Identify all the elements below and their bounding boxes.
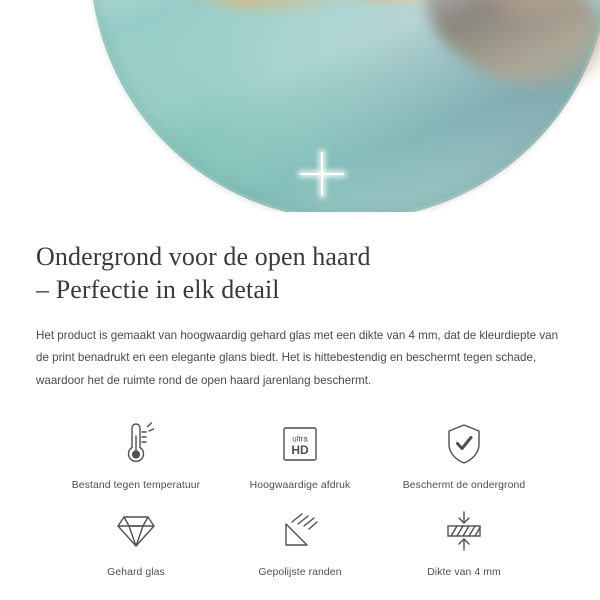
feature-item-polished-edges — [218, 501, 382, 582]
feature-item-thickness — [382, 501, 546, 582]
ultra-hd-icon — [273, 420, 327, 468]
feature-label: Beschermt de ondergrond — [402, 480, 526, 492]
sparkle-icon — [300, 152, 344, 196]
feature-label: Hoogwaardige afdruk — [249, 480, 351, 492]
feature-item-print-quality — [218, 414, 382, 495]
feature-label: Gehard glas — [107, 567, 165, 579]
product-description-text: Het product is gemaakt van hoogwaardig gehard glas met een dikte van 4 mm, dat de kleurdiepte van de print benadrukt en een elegante glans biedt. Het is hittebestendig en beschermt tegen schade, waardoor het de ruimte rond de open haard jarenlang beschermt. — [36, 328, 559, 387]
page-title-line-2: – Perfectie in elk detail — [36, 275, 280, 305]
thermometer-icon — [109, 420, 163, 468]
content-block — [0, 212, 600, 582]
glass-edge-highlight — [90, 0, 600, 212]
feature-label: Gepolijste randen — [258, 567, 342, 579]
feature-label: Dikte van 4 mm — [427, 567, 501, 579]
feature-label: Bestand tegen temperatuur — [71, 480, 201, 492]
feature-item-temperature — [54, 414, 218, 495]
page-title-line-1: Ondergrond voor de open haard — [36, 242, 371, 271]
page-title — [36, 240, 564, 307]
svg-text:HD: HD — [291, 443, 309, 458]
thickness-4mm-icon — [437, 507, 491, 555]
feature-item-tempered-glass — [54, 501, 218, 582]
polished-edges-icon — [273, 507, 327, 555]
diamond-icon — [109, 507, 163, 555]
hero-image — [0, 0, 600, 212]
feature-grid — [36, 414, 564, 582]
feature-item-surface-protection — [382, 414, 546, 495]
shield-check-icon — [437, 420, 491, 468]
svg-text:ultra: ultra — [292, 434, 308, 444]
